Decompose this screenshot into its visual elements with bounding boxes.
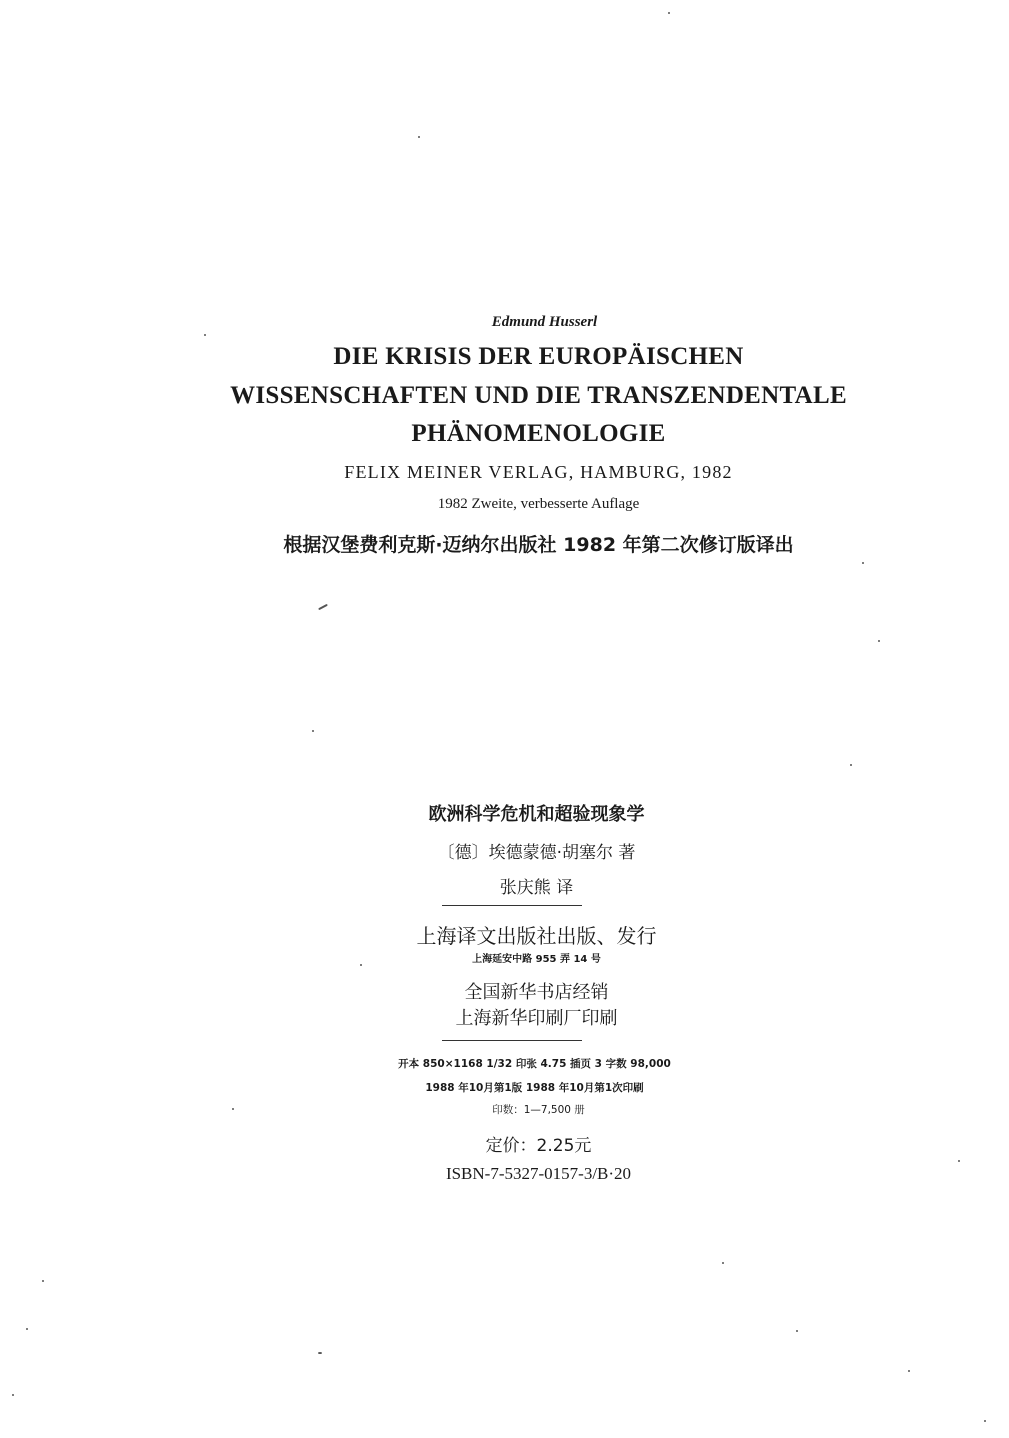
title-line-3: PHÄNOMENOLOGIE xyxy=(411,420,666,447)
scan-speck xyxy=(12,1394,14,1396)
divider-rule xyxy=(442,905,582,906)
scan-speck xyxy=(360,964,362,966)
title-line-1: DIE KRISIS DER EUROPÄISCHEN xyxy=(333,343,744,370)
print-run: 印数：1—7,500 册 xyxy=(492,1104,585,1116)
chinese-publisher: 上海译文出版社出版、发行 xyxy=(416,924,657,948)
scan-speck xyxy=(862,562,864,564)
scan-speck xyxy=(958,1160,960,1162)
title-line-2: WISSENSCHAFTEN UND DIE TRANSZENDENTALE xyxy=(230,382,847,409)
distributor: 全国新华书店经销 xyxy=(464,982,609,1003)
chinese-author: 〔德〕埃德蒙德·胡塞尔 著 xyxy=(437,843,636,863)
chinese-title: 欧洲科学危机和超验现象学 xyxy=(428,804,645,825)
scan-speck xyxy=(878,640,880,642)
scan-speck xyxy=(42,1280,44,1282)
scan-speck xyxy=(418,136,420,138)
original-publisher: FELIX MEINER VERLAG, HAMBURG, 1982 xyxy=(344,462,733,482)
scan-speck xyxy=(26,1328,28,1330)
scan-speck xyxy=(204,334,206,336)
scan-speck xyxy=(318,1352,322,1354)
publisher-address: 上海延安中路 955 弄 14 号 xyxy=(472,954,601,965)
author-name: Edmund Husserl xyxy=(491,314,598,330)
scan-speck xyxy=(984,1420,986,1422)
format-specs: 开本 850×1168 1/32 印张 4.75 插页 3 字数 98,000 xyxy=(398,1058,671,1070)
scan-speck xyxy=(312,730,314,732)
price: 定价：2.25元 xyxy=(485,1136,592,1156)
edition-note: 1982 Zweite, verbesserte Auflage xyxy=(437,496,640,512)
scan-speck xyxy=(850,764,852,766)
scan-speck xyxy=(232,1108,234,1110)
edition-dates: 1988 年10月第1版 1988 年10月第1次印刷 xyxy=(425,1082,644,1094)
translation-basis-note: 根据汉堡费利克斯·迈纳尔出版社 1982 年第二次修订版译出 xyxy=(283,534,794,556)
isbn: ISBN-7-5327-0157-3/B·20 xyxy=(445,1164,632,1183)
scan-speck xyxy=(722,1262,724,1264)
divider-rule xyxy=(442,1040,582,1041)
scan-speck xyxy=(318,604,328,610)
scan-speck xyxy=(668,12,670,14)
scan-speck xyxy=(908,1370,910,1372)
scan-speck xyxy=(796,1330,798,1332)
printer: 上海新华印刷厂印刷 xyxy=(455,1008,618,1029)
chinese-translator: 张庆熊 译 xyxy=(499,878,574,898)
